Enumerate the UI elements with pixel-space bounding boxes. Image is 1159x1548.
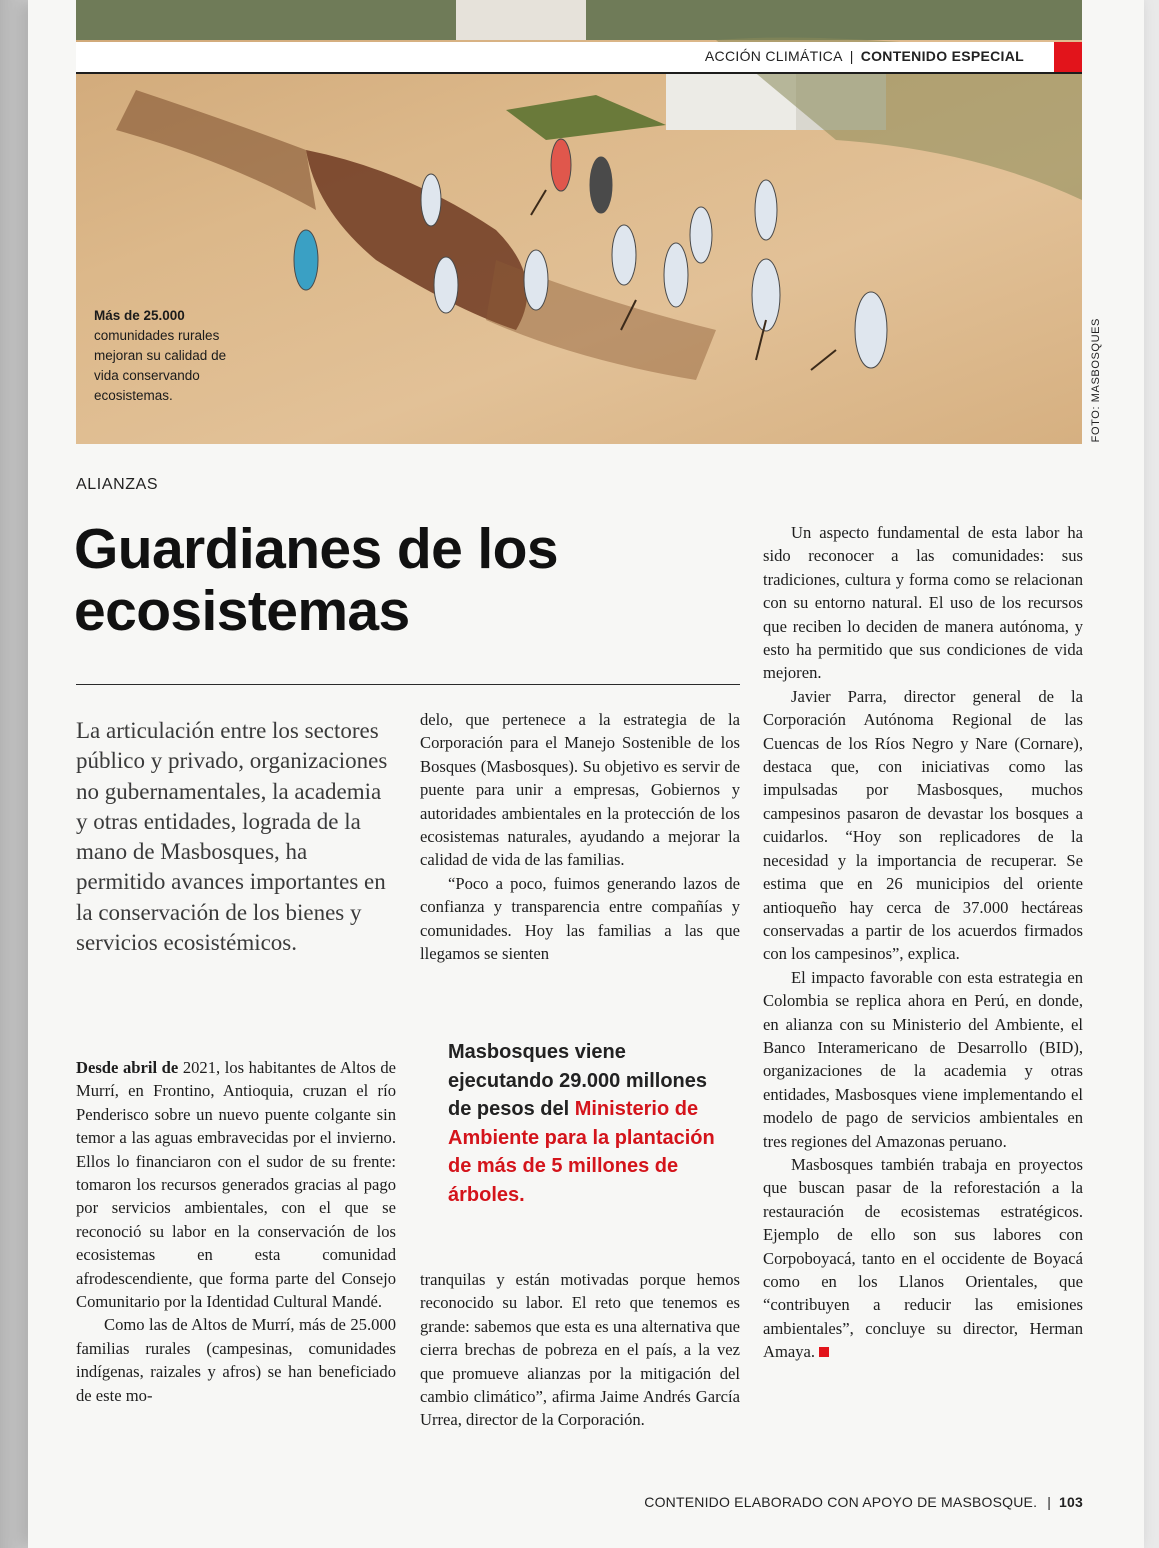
paragraph: Javier Parra, director general de la Corporación Autónoma Regional de las Cuencas de los Ríos Negro y Nare (Cornare), destaca que, con iniciativas como las impulsadas por Masbosques, muchos campesinos pasaron de devastar los bosques a cuidarlos. “Hoy son replicadores de la necesidad y la importancia de recuperar. Se estima que en 26 municipios del oriente antioqueño hay cerca de 37.000 hectáreas conservadas a partir de los acuerdos firmados con los campesinos”, explica. bbox=[763, 686, 1083, 964]
footer-note: CONTENIDO ELABORADO CON APOYO DE MASBOSQUE. bbox=[644, 1494, 1038, 1510]
section-name: ACCIÓN CLIMÁTICA bbox=[704, 48, 843, 64]
article-column-1 bbox=[76, 1056, 396, 1407]
pull-quote-highlight: Ministerio de Ambiente para la plantación de más de 5 millones de árboles. bbox=[448, 1098, 715, 1206]
article-column-2-top bbox=[420, 708, 740, 965]
paragraph: delo, que pertenece a la estrategia de la Corporación para el Manejo Sostenible de los Bosques (Masbosques). Su objetivo es servir de puente para unir a empresas, Gobiernos y autoridades ambientales en la protección de los ecosistemas naturales, ayudando a mejorar la calidad de vida de las familias. bbox=[420, 710, 740, 870]
paragraph-text: 2021, los habitantes de Altos de Murrí, en Frontino, Antioquia, cruzan el río Penderisco sobre un nuevo puente colgante sin temor a las aguas embravecidas por el invierno. Ellos lo financiaron con el sudor de su frente: tomaron los recursos generados gracias al pago por servicios ambientales, con el que se reconoció su labor en la conservación de los ecosistemas en esta comunidad afrodescendiente, que forma parte del Consejo Comunitario por la Identidad Cultural Mandé. bbox=[76, 1058, 397, 1312]
paragraph bbox=[76, 1056, 396, 1313]
pull-quote bbox=[448, 1038, 728, 1210]
footer-separator: | bbox=[1047, 1494, 1052, 1510]
article-column-2-bottom bbox=[420, 1268, 740, 1432]
dateline-lead: Desde abril de bbox=[76, 1058, 179, 1077]
article-kicker: ALIANZAS bbox=[76, 476, 159, 493]
paragraph: Como las de Altos de Murrí, más de 25.000 familias rurales (campesinas, comunidades indígenas, raizales y afros) se han beneficiado de este mo- bbox=[76, 1315, 396, 1405]
paragraph: “Poco a poco, fuimos generando lazos de confianza y transparencia entre compañías y comunidades. Hoy las familias a las que llegamos se sienten bbox=[420, 873, 740, 964]
article-column-3 bbox=[763, 521, 1083, 1364]
photo-caption-text: comunidades rurales mejoran su calidad de vida conservando ecosistemas. bbox=[94, 328, 227, 403]
photo-credit: FOTO: MASBOSQUES bbox=[1090, 318, 1102, 443]
photo-caption bbox=[94, 306, 244, 406]
page-number: 103 bbox=[1059, 1494, 1083, 1510]
paragraph: Un aspecto fundamental de esta labor ha sido reconocer a las comunidades: sus tradiciones, cultura y forma como se relacionan con su entorno natural. El uso de los recursos que reciben lo deciden de manera autónoma, y esto ha permitido que sus condiciones de vida mejoren. bbox=[763, 523, 1083, 683]
special-content-label: CONTENIDO ESPECIAL bbox=[860, 48, 1024, 64]
article-deck: La articulación entre los sectores público y privado, organizaciones no gubernamentales, la academia y otras entidades, lograda de la mano de Masbosques, ha permitido avances importantes en la conservación de los bienes y servicios ecosistémicos. bbox=[76, 718, 388, 956]
section-label bbox=[705, 48, 1024, 64]
paragraph: El impacto favorable con esta estrategia en Colombia se replica ahora en Perú, en donde, en alianza con su Ministerio del Ambiente, el Banco Interamericano de Desarrollo (BID), organizaciones de la academia y otras entidades, Masbosques viene implementando el modelo de pago de servicios ambientales en tres regiones del Amazonas peruano. bbox=[763, 967, 1083, 1151]
end-mark-icon bbox=[819, 1347, 829, 1357]
page-footer bbox=[644, 1494, 1083, 1510]
paragraph bbox=[763, 1153, 1083, 1364]
paragraph: tranquilas y están motivadas porque hemos reconocido su labor. El reto que tenemos es grande: sabemos que esta es una alternativa que cierra brechas de pobreza en el país, a la vez que promueve alianzas por la mitigación del cambio climático”, afirma Jaime Andrés García Urrea, director de la Corporación. bbox=[420, 1270, 740, 1430]
photo-caption-lead: Más de 25.000 bbox=[94, 308, 185, 323]
red-accent-block bbox=[1054, 42, 1082, 72]
headline-divider bbox=[76, 684, 740, 685]
article-headline: Guardianes de los ecosistemas bbox=[74, 517, 558, 643]
section-separator: | bbox=[849, 48, 854, 64]
paragraph-text: Masbosques también trabaja en proyectos que buscan pasar de la reforestación a la restauración de ecosistemas estratégicos. Ejemplo de ello son sus labores con Corpoboyacá, tanto en el occidente de Boyacá como en los Llanos Orientales, que “contribuyen a reducir las emisiones ambientales”, concluye su director, Herman Amaya. bbox=[763, 1154, 1083, 1362]
pull-quote-text: Masbosques viene ejecutando 29.000 millones de pesos del bbox=[448, 1041, 707, 1121]
section-header-bar bbox=[76, 42, 1082, 74]
